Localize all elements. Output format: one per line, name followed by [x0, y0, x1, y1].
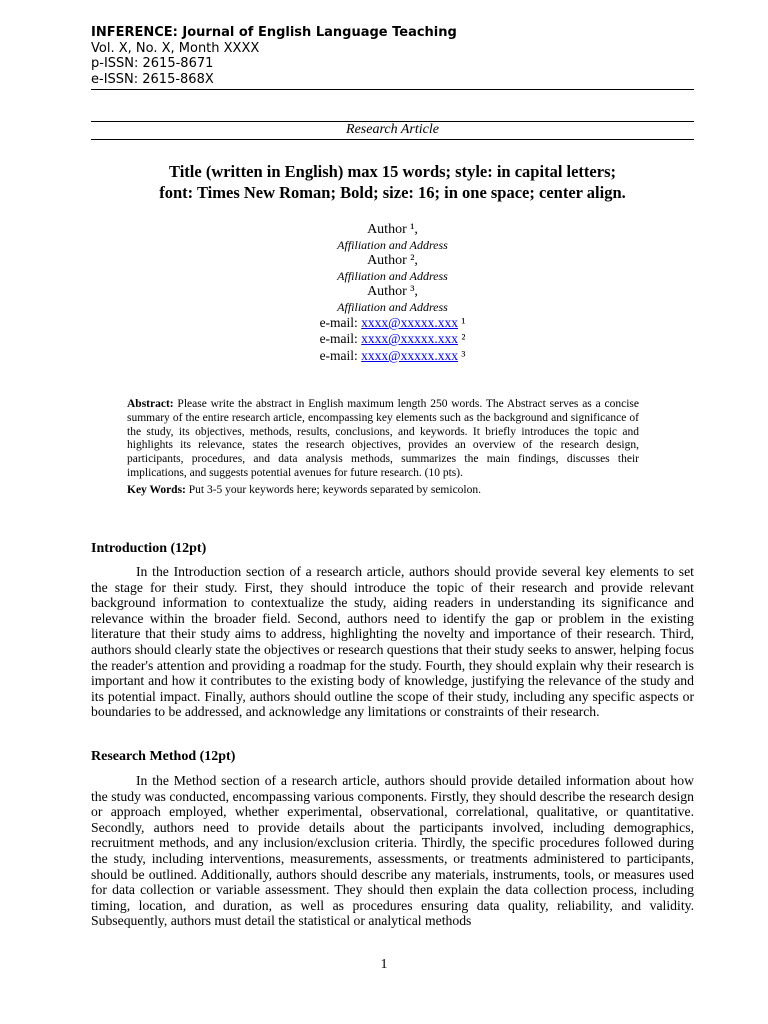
abstract-paragraph [127, 398, 639, 481]
header-divider [91, 89, 694, 90]
author-affiliation: Affiliation and Address [337, 300, 448, 314]
email-link[interactable]: xxxx@xxxxx.xxx [361, 315, 458, 330]
author-block [91, 222, 694, 364]
author-name: Author ¹, [367, 222, 418, 237]
author-email-line [91, 331, 694, 347]
author-name: Author ³, [367, 284, 418, 299]
email-link[interactable]: xxxx@xxxxx.xxx [361, 331, 458, 347]
article-title-line-1: Title (written in English) max 15 words; style: in capital letters; [169, 162, 616, 181]
journal-title: INFERENCE: Journal of English Language Teaching [91, 25, 457, 40]
email-footnote-mark: ³ [457, 347, 466, 363]
author-email-line [91, 348, 694, 364]
article-type-label: Research Article [346, 122, 439, 137]
author-email-line [91, 315, 694, 331]
introduction-heading: Introduction (12pt) [91, 541, 207, 556]
email-label: e-mail: [319, 331, 362, 347]
page-number: 1 [380, 957, 388, 972]
research-method-body: In the Method section of a research article, authors should provide detailed information about how the study was conducted, encompassing various components. Firstly, they should describe the research design or approach employed, whether experimental, observational, correlational, qualitative, or quantitative. Secondly, authors need to provide details about the participants involved, including demographics, recruitment methods, and any inclusion/exclusion criteria. Thirdly, the specific procedures followed during the study, including interventions, measurements, assessments, or treatments administered to participants, should be outlined. Additionally, authors should describe any materials, instruments, tools, or measures used for data collection or variable assessment. They should then explain the data collection process, including timing, location, and duration, as well as procedures ensuring data quality, reliability, and validity. Subsequently, authors must detail the statistical or analytical methods [91, 773, 694, 929]
journal-header [91, 25, 694, 87]
keywords-text: Put 3-5 your keywords here; keywords separated by semicolon. [185, 483, 481, 496]
email-link[interactable]: xxxx@xxxxx.xxx [361, 347, 458, 363]
introduction-body: In the Introduction section of a research article, authors should provide several key elements to set the stage for their study. First, they should introduce the topic of their research and provide relevant background information to contextualize the study, aiding readers in understanding its significance and relevance within the broader field. Second, authors need to identify the gap or problem in the existing literature that their study aims to address, highlighting the novelty and importance of their research. Third, authors should clearly state the objectives or research questions that their study seeks to answer, helping focus the reader's attention and providing a roadmap for the study. Fourth, they should explain why their research is important and how it contributes to the existing body of knowledge, justifying the relevance of the study and its potential impact. Finally, authors should outline the scope of their study, including any specific aspects or boundaries to be addressed, and acknowledge any limitations or constraints of their research. [91, 564, 694, 720]
article-type-bottom-rule [91, 139, 694, 140]
keywords-label: Key Words: [127, 483, 186, 496]
email-footnote-mark: ² [457, 331, 466, 347]
author-affiliation: Affiliation and Address [337, 269, 448, 283]
abstract-text: Please write the abstract in English maximum length 250 words. The Abstract serves as a concise summary of the entire research article, encompassing key elements such as the background and significance of the study, its objectives, methods, results, conclusions, and keywords. It briefly introduces the topic and highlights its relevance, states the research objectives, provides an overview of the research design, participants, procedures, and data analysis methods, summarizes the main findings, discusses their implications, and suggests potential avenues for future research. (10 pts). [127, 398, 639, 479]
journal-p-issn: p-ISSN: 2615-8671 [91, 56, 214, 71]
email-label: e-mail: [319, 315, 362, 330]
research-method-heading: Research Method (12pt) [91, 749, 236, 764]
journal-volume: Vol. X, No. X, Month XXXX [91, 40, 260, 56]
keywords-paragraph [127, 484, 639, 498]
article-title-line-2: font: Times New Roman; Bold; size: 16; in one space; center align. [159, 183, 626, 202]
email-footnote-mark: ¹ [457, 315, 466, 330]
article-title [91, 161, 694, 203]
author-affiliation: Affiliation and Address [337, 238, 448, 252]
abstract-block [127, 398, 639, 498]
journal-e-issn: e-ISSN: 2615-868X [91, 71, 214, 87]
abstract-label: Abstract: [127, 398, 174, 410]
email-label: e-mail: [319, 347, 362, 363]
author-name: Author ², [367, 253, 418, 268]
